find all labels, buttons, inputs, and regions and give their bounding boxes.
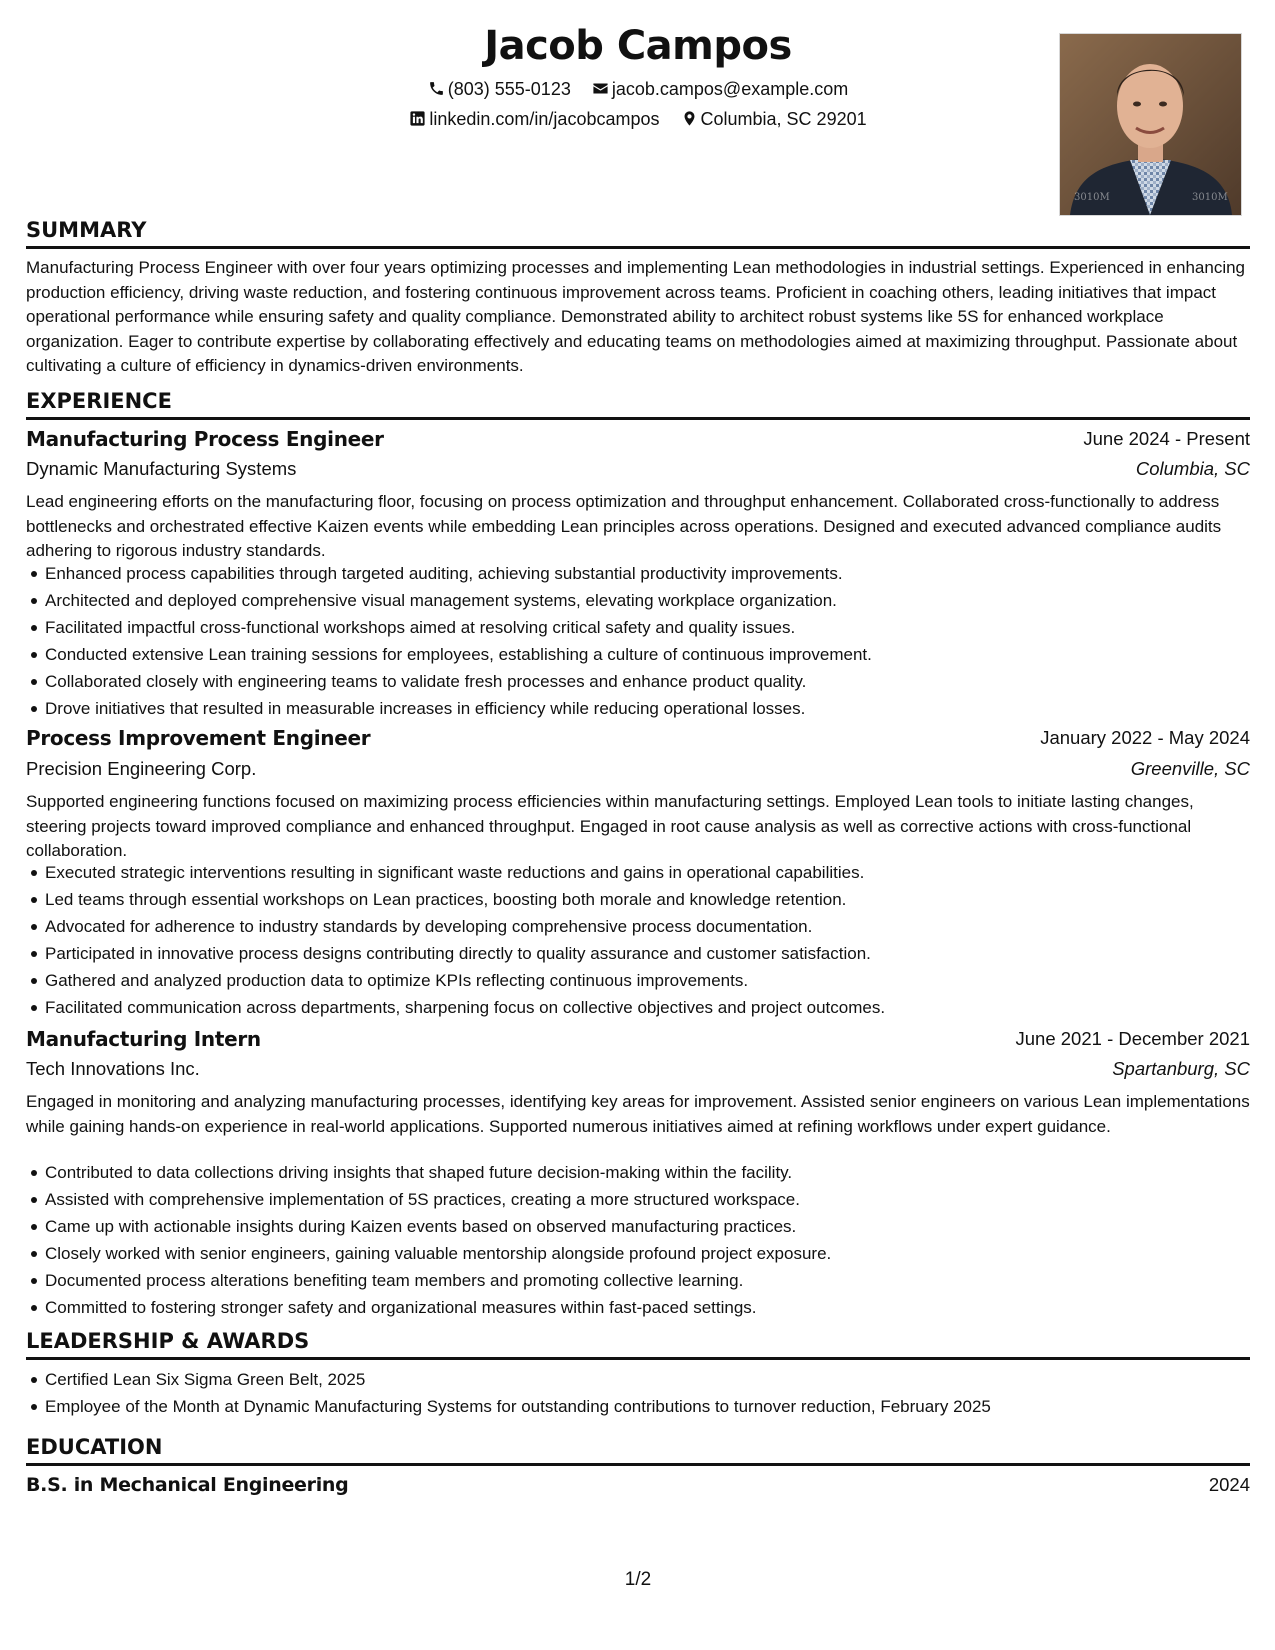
job-location: Columbia, SC bbox=[1135, 458, 1250, 479]
list-item: Documented process alterations benefiting team members and promoting collective learning. bbox=[45, 1267, 1269, 1294]
list-item: Employee of the Month at Dynamic Manufacturing Systems for outstanding contributions to turnover reduction, February 2025 bbox=[45, 1393, 1269, 1420]
education-degree: B.S. in Mechanical Engineering bbox=[26, 1474, 349, 1496]
list-item: Participated in innovative process designs contributing directly to quality assurance and customer satisfaction. bbox=[45, 940, 1269, 967]
job-dates: June 2024 - Present bbox=[1083, 428, 1250, 449]
photo-watermark-left: 3010M bbox=[1074, 192, 1110, 203]
leadership-heading: LEADERSHIP & AWARDS bbox=[26, 1328, 1250, 1360]
list-item: Collaborated closely with engineering teams to validate fresh processes and enhance product quality. bbox=[45, 668, 1269, 695]
education-year: 2024 bbox=[1208, 1474, 1250, 1495]
list-item: Enhanced process capabilities through targeted auditing, achieving substantial productivity improvements. bbox=[45, 560, 1269, 587]
linkedin-contact[interactable] bbox=[409, 108, 659, 130]
list-item: Drove initiatives that resulted in measurable increases in efficiency while reducing operational losses. bbox=[45, 695, 1269, 722]
list-item: Assisted with comprehensive implementation of 5S practices, creating a more structured workspace. bbox=[45, 1186, 1269, 1213]
job-title: Process Improvement Engineer bbox=[26, 726, 371, 750]
portrait-image bbox=[1060, 34, 1241, 215]
job-description: Lead engineering efforts on the manufacturing floor, focusing on process optimization and throughput enhancement. Collaborated cross-functionally to address bottlenecks and orchestrated effective Kaizen events while embedding Lean principles across operations. Designed and executed advanced compliance audits adhering to rigorous industry standards. bbox=[26, 492, 1222, 560]
list-item: Architected and deployed comprehensive visual management systems, elevating workplace organization. bbox=[45, 587, 1269, 614]
job-description: Supported engineering functions focused on maximizing process efficiencies within manufacturing settings. Employed Lean tools to initiate lasting changes, steering projects toward improved compliance and enhanced throughput. Engaged in root cause analysis as well as corrective actions with cross-functional collaboration. bbox=[26, 792, 1194, 860]
job-title: Manufacturing Intern bbox=[26, 1027, 261, 1051]
linkedin-text: linkedin.com/in/jacobcampos bbox=[429, 109, 660, 130]
profile-photo bbox=[1059, 33, 1242, 216]
list-item: Committed to fostering stronger safety and organizational measures within fast-paced settings. bbox=[45, 1294, 1269, 1321]
education-heading: EDUCATION bbox=[26, 1434, 1250, 1466]
list-item: Facilitated impactful cross-functional workshops aimed at resolving critical safety and quality issues. bbox=[45, 614, 1269, 641]
leadership-list bbox=[26, 1366, 1269, 1420]
job-bullets bbox=[26, 1159, 1269, 1321]
job-location: Spartanburg, SC bbox=[1112, 1058, 1250, 1079]
job-bullets bbox=[26, 859, 1269, 1021]
phone-icon bbox=[428, 80, 445, 97]
job-title: Manufacturing Process Engineer bbox=[26, 427, 384, 451]
list-item: Came up with actionable insights during Kaizen events based on observed manufacturing practices. bbox=[45, 1213, 1269, 1240]
list-item: Closely worked with senior engineers, gaining valuable mentorship alongside profound project exposure. bbox=[45, 1240, 1269, 1267]
list-item: Gathered and analyzed production data to optimize KPIs reflecting continuous improvements. bbox=[45, 967, 1269, 994]
list-item: Advocated for adherence to industry standards by developing comprehensive process documentation. bbox=[45, 913, 1269, 940]
job-dates: January 2022 - May 2024 bbox=[1040, 727, 1250, 748]
photo-watermark-right: 3010M bbox=[1192, 192, 1228, 203]
job-description: Engaged in monitoring and analyzing manufacturing processes, identifying key areas for improvement. Assisted senior engineers on various Lean implementations while gaining hands-on experience in real-world applications. Supported numerous initiatives aimed at refining workflows under expert guidance. bbox=[26, 1092, 1250, 1136]
job-location: Greenville, SC bbox=[1130, 758, 1250, 779]
location-contact bbox=[681, 108, 867, 130]
list-item: Contributed to data collections driving insights that shaped future decision-making within the facility. bbox=[45, 1159, 1269, 1186]
phone-text: (803) 555-0123 bbox=[447, 79, 571, 100]
experience-heading: EXPERIENCE bbox=[26, 388, 1250, 420]
map-pin-icon bbox=[681, 110, 698, 127]
list-item: Conducted extensive Lean training sessions for employees, establishing a culture of continuous improvement. bbox=[45, 641, 1269, 668]
page-number: 1/2 bbox=[624, 1569, 652, 1590]
list-item: Led teams through essential workshops on Lean practices, boosting both morale and knowledge retention. bbox=[45, 886, 1269, 913]
list-item: Facilitated communication across departments, sharpening focus on collective objectives and project outcomes. bbox=[45, 994, 1269, 1021]
location-text: Columbia, SC 29201 bbox=[700, 109, 867, 130]
list-item: Certified Lean Six Sigma Green Belt, 2025 bbox=[45, 1366, 1269, 1393]
job-company: Tech Innovations Inc. bbox=[26, 1058, 200, 1079]
job-dates: June 2021 - December 2021 bbox=[1015, 1028, 1250, 1049]
linkedin-icon bbox=[409, 110, 426, 127]
list-item: Executed strategic interventions resulting in significant waste reductions and gains in operational capabilities. bbox=[45, 859, 1269, 886]
candidate-name: Jacob Campos bbox=[484, 23, 792, 69]
summary-heading: SUMMARY bbox=[26, 217, 1250, 249]
job-bullets bbox=[26, 560, 1269, 722]
phone-contact[interactable] bbox=[428, 78, 571, 100]
envelope-icon bbox=[592, 80, 609, 97]
summary-text: Manufacturing Process Engineer with over four years optimizing processes and implementing Lean methodologies in industrial settings. Experienced in enhancing production efficiency, driving waste reduction, and fostering continuous improvement across teams. Proficient in coaching others, leading initiatives that impact operational performance while ensuring safety and quality compliance. Demonstrated ability to architect robust systems like 5S for enhanced workplace organization. Eager to contribute expertise by collaborating effectively and educating teams on methodologies aimed at maximizing throughput. Passionate about cultivating a culture of efficiency in dynamics-driven environments. bbox=[26, 258, 1246, 375]
job-company: Dynamic Manufacturing Systems bbox=[26, 458, 297, 479]
job-company: Precision Engineering Corp. bbox=[26, 758, 257, 779]
email-text: jacob.campos@example.com bbox=[611, 79, 849, 100]
email-contact[interactable] bbox=[592, 78, 848, 100]
